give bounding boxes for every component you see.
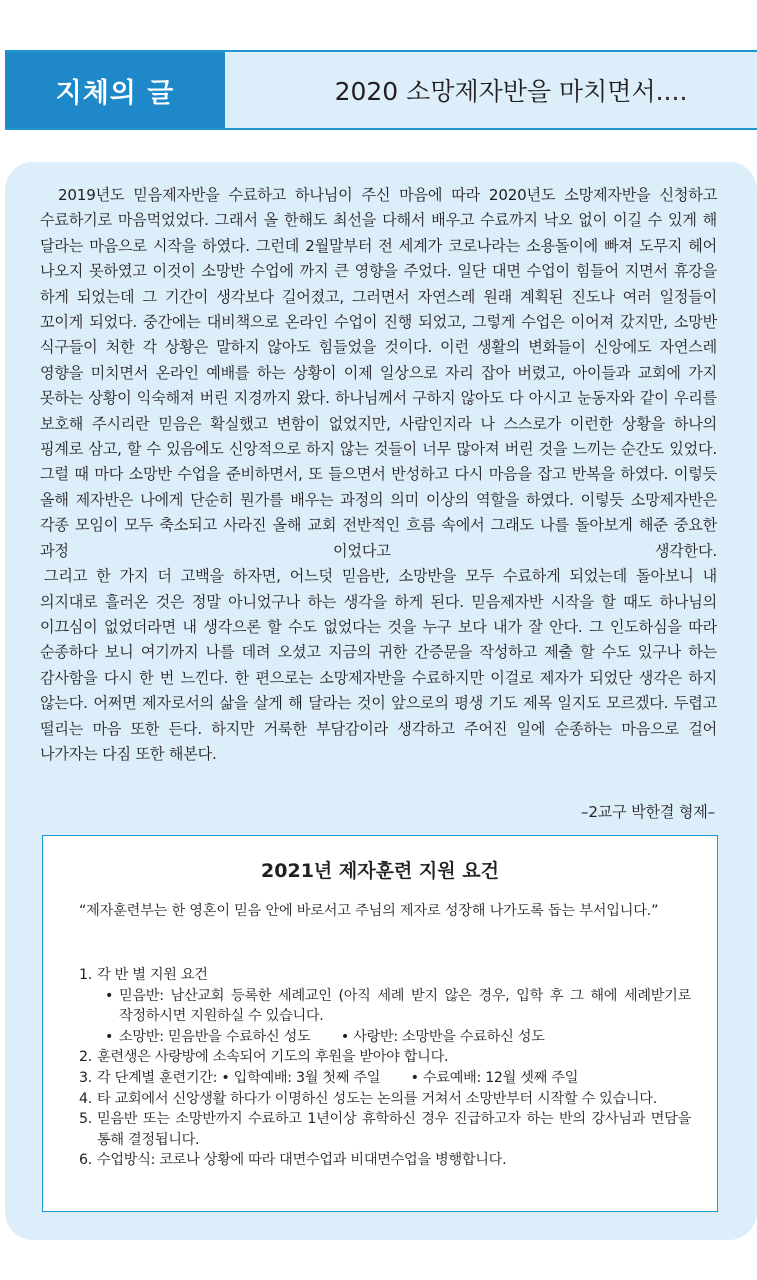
category-label: 지체의 글: [5, 52, 225, 128]
notice-box: [42, 835, 718, 1212]
sub-item-text: 믿음반: 남산교회 등록한 세례교인 (아직 세례 받지 않은 경우, 입학 후 그 해에 세례받기로 작정하시면 지원하실 수 있습니다.: [119, 987, 691, 1025]
author-signature: –2교구 박한결 형제–: [581, 803, 715, 821]
essay-body: [40, 183, 717, 767]
list-item: [79, 1150, 691, 1171]
item-text: 타 교회에서 신앙생활 하다가 이명하신 성도는 논의를 거쳐서 소망반부터 시작할 수 있습니다.: [97, 1090, 657, 1107]
item-number: 3.: [79, 1069, 92, 1086]
sub-item: [79, 1027, 691, 1048]
list-item: [79, 1068, 691, 1089]
bullet-icon: •: [105, 987, 114, 1004]
essay-paragraph: 그리고 한 가지 더 고백을 하자면, 어느덧 믿음반, 소망반을 모두 수료하게 되었는데 돌아보니 내 의지대로 흘러온 것은 정말 아니었구나 하는 생각을 하게 된다. 믿음제자반 시작을 할 때도 하나님의 이끄심이 없었더라면 내 생각으론 할 수도 없었다는 것을 누구 보다 내가 잘 안다. 그 인도하심을 따라 순종하다 보니 여기까지 나를 데려 오셨고 지금의 귀한 간증문을 작성하고 제출 할 수도 있구나 하는 감사함을 다시 한 번 느낀다. 한 편으로는 소망제자반을 수료하지만 이걸로 제자가 되었단 생각은 하지 않는다. 어쩌면 제자로서의 삶을 살게 해 달라는 것이 앞으로의 평생 기도 제목 일지도 모르겠다. 두렵고 떨리는 마음 또한 든다. 하지만 거룩한 부담감이라 생각하고 주어진 일에 순종하는 마음으로 걸어 나가자는 다짐 또한 해본다.: [40, 567, 717, 763]
item-text: 각 반 별 지원 요건: [97, 967, 208, 983]
bullet-icon: •: [410, 1069, 419, 1086]
item-text: 훈련생은 사랑방에 소속되어 기도의 후원을 받아야 합니다.: [97, 1049, 449, 1066]
list-item: [79, 1047, 691, 1068]
article-title: 2020 소망제자반을 마치면서....: [334, 77, 688, 106]
list-item: [79, 1089, 691, 1110]
article-header: [5, 50, 757, 130]
item-text: 수업방식: 코로나 상황에 따라 대면수업과 비대면수업을 병행합니다.: [97, 1152, 507, 1169]
item-number: 1.: [79, 967, 92, 983]
list-item: [79, 965, 691, 986]
sub-item-text: 사랑반: 소망반을 수료하신 성도: [353, 1028, 545, 1045]
notice-title: 2021년 제자훈련 지원 요건: [261, 860, 499, 882]
item-text: 수료예배: 12월 셋째 주일: [422, 1069, 579, 1086]
bullet-icon: •: [105, 1028, 114, 1045]
item-number: 2.: [79, 1049, 92, 1066]
requirements-list: [79, 965, 691, 1171]
list-item: [79, 1109, 691, 1150]
item-text: 믿음반 또는 소망반까지 수료하고 1년이상 휴학하신 경우 진급하고자 하는 반의 강사님과 면담을 통해 결정됩니다.: [97, 1111, 691, 1148]
item-text: 입학예배: 3월 첫째 주일: [233, 1069, 381, 1086]
essay-paragraph: 2019년도 믿음제자반을 수료하고 하나님이 주신 마음에 따라 2020년도 소망제자반을 신청하고 수료하기로 마음먹었었다. 그래서 올 한해도 최선을 다해서 배우고 수료까지 낙오 없이 이길 수 있게 해 달라는 마음으로 시작을 하였다. 그런데 2월말부터 전 세계가 코로나라는 소용돌이에 빠져 도무지 헤어 나오지 못하였고 이것이 소망반 수업에 까지 큰 영향을 주었다. 일단 대면 수업이 힘들어 지면서 휴강을 하게 되었는데 그 기간이 생각보다 길어졌고, 그러면서 자연스레 원래 계획된 진도나 여러 일정들이 꼬이게 되었다. 중간에는 대비책으로 온라인 수업이 진행 되었고, 그렇게 수업은 이어져 갔지만, 소망반 식구들이 처한 각 상황은 말하지 않아도 힘들었을 것이다. 이런 생활의 변화들이 신앙에도 자연스레 영향을 미치면서 온라인 예배를 하는 상황이 이제 일상으로 자리 잡아 버렸고, 아이들과 교회에 가지 못하는 상황이 익숙해져 버린 지경까지 왔다. 하나님께서 구하지 않아도 다 아시고 눈동자와 같이 우리를 보호해 주시리란 믿음은 확실했고 변함이 없었지만, 사람인지라 나 스스로가 이런한 상황을 하나의 핑계로 삼고, 할 수 있음에도 신앙적으로 하지 않는 것들이 너무 많아져 버린 것을 느끼는 순간도 있었다. 그럴 때 마다 소망반 수업을 준비하면서, 또 들으면서 반성하고 다시 마음을 잡고 반복을 하였다. 이렇듯 올해 제자반은 나에게 단순히 뭔가를 배우는 과정의 의미 이상의 역할을 하였다. 이렇듯 소망제자반은 각종 모임이 모두 축소되고 사라진 올해 교회 전반적인 흐름 속에서 그래도 나를 돌아보게 해준 중요한 과정 이었다고 생각한다.: [40, 186, 717, 560]
item-number: 4.: [79, 1090, 92, 1107]
sub-item-text: 소망반: 믿음반을 수료하신 성도: [119, 1028, 311, 1045]
item-number: 5.: [79, 1111, 92, 1128]
notice-intro: “제자훈련부는 한 영혼이 믿음 안에 바로서고 주님의 제자로 성장해 나가도록 돕는 부서입니다.”: [79, 903, 659, 919]
item-text: 각 단계별 훈련기간:: [97, 1069, 218, 1086]
sub-item: [79, 986, 691, 1027]
bullet-icon: •: [340, 1028, 349, 1045]
item-number: 6.: [79, 1152, 92, 1169]
bullet-icon: •: [221, 1069, 230, 1086]
